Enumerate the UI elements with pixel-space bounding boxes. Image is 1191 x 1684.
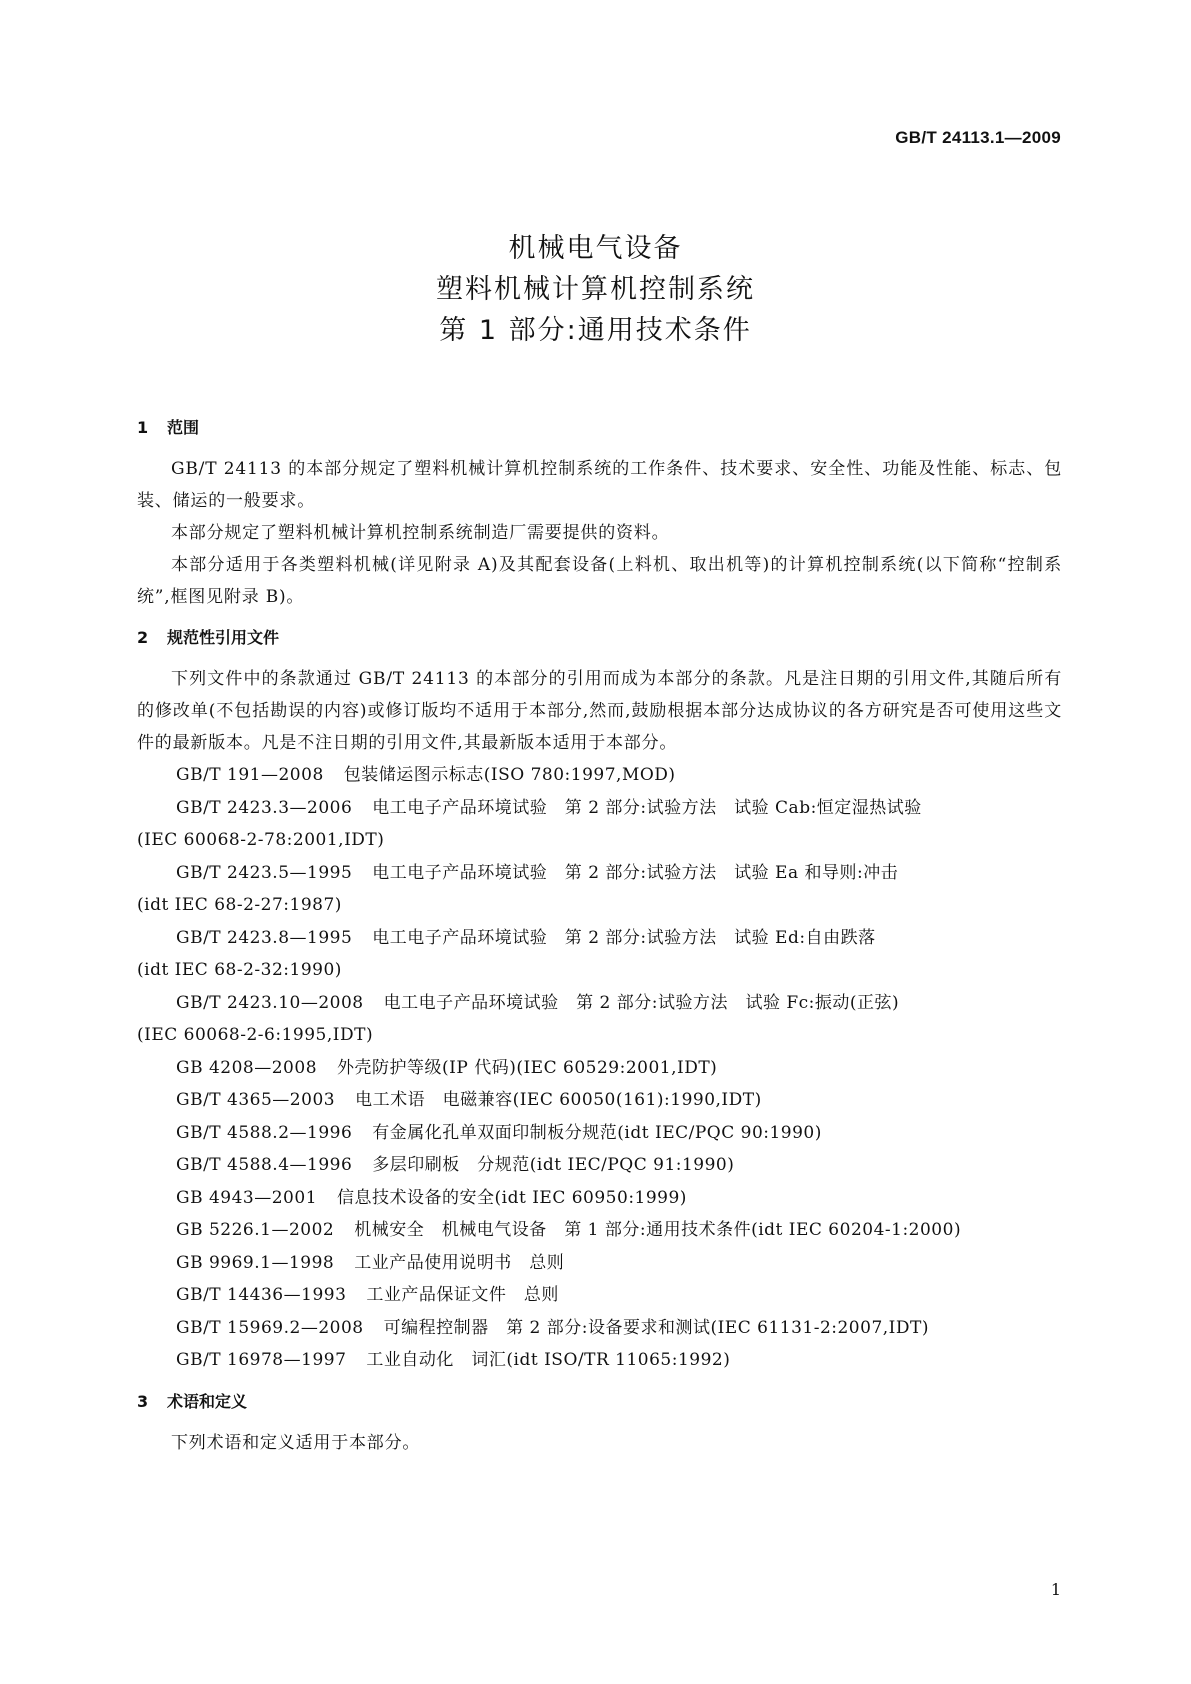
reference-item bbox=[137, 1214, 1062, 1247]
standard-code: GB/T 24113.1—2009 bbox=[895, 128, 1061, 147]
reference-code: GB/T 14436—1993 bbox=[176, 1285, 347, 1305]
paragraph: 本部分规定了塑料机械计算机控制系统制造厂需要提供的资料。 bbox=[171, 523, 670, 543]
page-number: 1 bbox=[1050, 1580, 1061, 1599]
reference-item bbox=[137, 1344, 1062, 1377]
reference-continuation: (IEC 60068-2-78:2001,IDT) bbox=[137, 830, 385, 850]
reference-code: GB/T 4588.2—1996 bbox=[176, 1122, 353, 1143]
reference-title: 工业产品使用说明书 总则 bbox=[354, 1252, 565, 1273]
reference-title: 包装储运图示标志(ISO 780:1997,MOD) bbox=[343, 765, 676, 785]
reference-code: GB/T 2423.3—2006 bbox=[176, 797, 353, 818]
reference-code: GB 4208—2008 bbox=[176, 1057, 318, 1078]
reference-item bbox=[137, 1052, 1062, 1085]
reference-item bbox=[137, 1084, 1062, 1117]
reference-title: 多层印刷板 分规范(idt IEC/PQC 91:1990) bbox=[372, 1155, 735, 1175]
reference-title: 工业自动化 词汇(idt ISO/TR 11065:1992) bbox=[366, 1350, 731, 1370]
reference-code: GB 4943—2001 bbox=[176, 1187, 318, 1208]
reference-item bbox=[137, 1182, 1062, 1215]
title-line-1: 机械电气设备 bbox=[508, 233, 683, 264]
reference-code: GB/T 4588.4—1996 bbox=[176, 1155, 353, 1175]
reference-code: GB/T 4365—2003 bbox=[176, 1090, 336, 1110]
reference-title: 电工电子产品环境试验 第 2 部分:试验方法 试验 Ea 和导则:冲击 bbox=[372, 862, 899, 883]
reference-item bbox=[137, 857, 1062, 922]
reference-title: 电工电子产品环境试验 第 2 部分:试验方法 试验 Cab:恒定湿热试验 bbox=[372, 797, 922, 818]
reference-continuation: (idt IEC 68-2-27:1987) bbox=[137, 895, 342, 915]
section-number: 2 bbox=[137, 628, 149, 647]
reference-item bbox=[137, 1279, 1062, 1312]
reference-title: 机械安全 机械电气设备 第 1 部分:通用技术条件(idt IEC 60204-1:2000) bbox=[354, 1220, 962, 1240]
reference-continuation: (idt IEC 68-2-32:1990) bbox=[137, 960, 342, 980]
reference-item bbox=[137, 1117, 1062, 1150]
paragraph: 下列术语和定义适用于本部分。 bbox=[171, 1432, 421, 1453]
reference-item bbox=[137, 1312, 1062, 1345]
reference-title: 外壳防护等级(IP 代码)(IEC 60529:2001,IDT) bbox=[337, 1057, 718, 1078]
paragraph: 本部分适用于各类塑料机械(详见附录 A)及其配套设备(上料机、取出机等)的计算机控制系统(以下简称“控制系统”,框图见附录 B)。 bbox=[137, 555, 1062, 607]
reference-item bbox=[137, 987, 1062, 1052]
reference-title: 有金属化孔单双面印制板分规范(idt IEC/PQC 90:1990) bbox=[372, 1122, 822, 1143]
reference-item bbox=[137, 922, 1062, 987]
section-2-heading bbox=[137, 622, 1062, 653]
document-body bbox=[137, 412, 1062, 1459]
reference-title: 电工电子产品环境试验 第 2 部分:试验方法 试验 Ed:自由跌落 bbox=[372, 927, 876, 948]
reference-code: GB 5226.1—2002 bbox=[176, 1220, 335, 1240]
reference-code: GB/T 2423.10—2008 bbox=[176, 992, 364, 1013]
title-line-2: 塑料机械计算机控制系统 bbox=[436, 274, 755, 305]
reference-continuation: (IEC 60068-2-6:1995,IDT) bbox=[137, 1025, 374, 1045]
title-line-3: 第 1 部分:通用技术条件 bbox=[439, 315, 752, 346]
document-title bbox=[0, 228, 1191, 351]
section-number: 3 bbox=[137, 1391, 149, 1411]
section-title: 规范性引用文件 bbox=[167, 628, 280, 647]
paragraph: GB/T 24113 的本部分规定了塑料机械计算机控制系统的工作条件、技术要求、安全性、功能及性能、标志、包装、储运的一般要求。 bbox=[137, 459, 1062, 511]
reference-item bbox=[137, 792, 1062, 857]
section-number: 1 bbox=[137, 418, 149, 437]
section-3-heading bbox=[137, 1386, 1062, 1417]
reference-code: GB/T 15969.2—2008 bbox=[176, 1317, 364, 1338]
paragraph: 下列文件中的条款通过 GB/T 24113 的本部分的引用而成为本部分的条款。凡是注日期的引用文件,其随后所有的修改单(不包括勘误的内容)或修订版均不适用于本部分,然而,鼓励根据本部分达成协议的各方研究是否可使用这些文件的最新版本。凡是不注日期的引用文件,其最新版本适用于本部分。 bbox=[137, 669, 1062, 753]
reference-item bbox=[137, 1149, 1062, 1182]
reference-item bbox=[137, 759, 1062, 792]
section-title: 范围 bbox=[167, 418, 200, 437]
reference-title: 信息技术设备的安全(idt IEC 60950:1999) bbox=[337, 1187, 687, 1208]
reference-code: GB/T 2423.5—1995 bbox=[176, 862, 353, 883]
reference-item bbox=[137, 1247, 1062, 1280]
reference-title: 电工电子产品环境试验 第 2 部分:试验方法 试验 Fc:振动(正弦) bbox=[383, 992, 900, 1013]
reference-code: GB/T 2423.8—1995 bbox=[176, 927, 353, 948]
reference-code: GB/T 191—2008 bbox=[176, 765, 324, 785]
section-1-heading bbox=[137, 412, 1062, 443]
section-title: 术语和定义 bbox=[167, 1391, 248, 1411]
reference-title: 可编程控制器 第 2 部分:设备要求和测试(IEC 61131-2:2007,IDT) bbox=[383, 1317, 929, 1338]
reference-title: 电工术语 电磁兼容(IEC 60050(161):1990,IDT) bbox=[355, 1090, 762, 1110]
reference-title: 工业产品保证文件 总则 bbox=[366, 1285, 559, 1305]
reference-code: GB/T 16978—1997 bbox=[176, 1350, 347, 1370]
reference-code: GB 9969.1—1998 bbox=[176, 1252, 335, 1273]
